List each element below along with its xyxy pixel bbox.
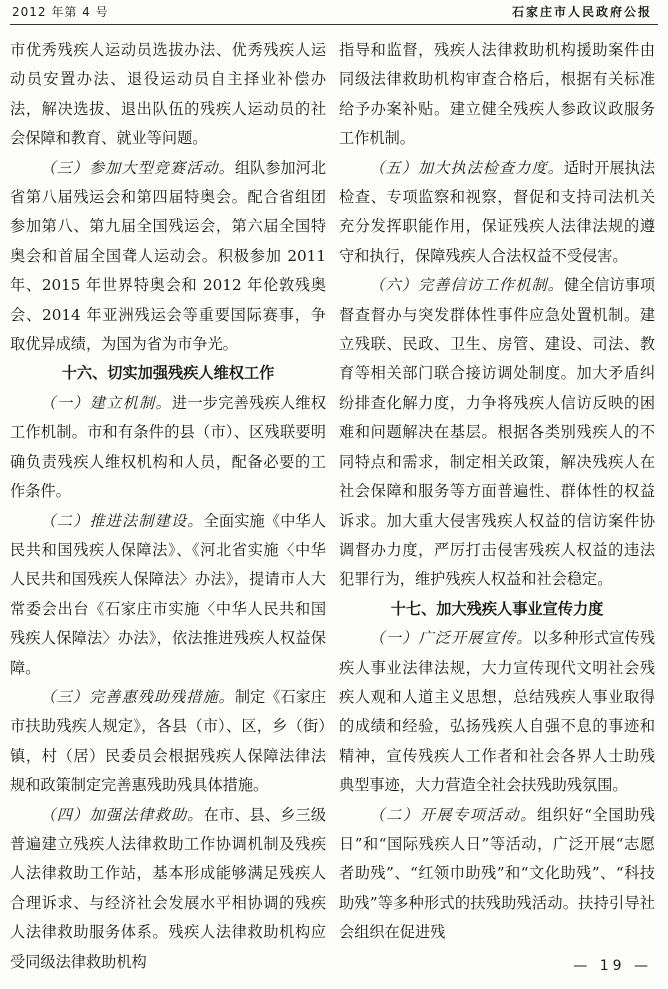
- paragraph: [10, 154, 326, 360]
- item-heading: （三）参加大型竞赛活动。: [40, 158, 235, 177]
- item-text: 进一步完善残疾人维权工作机制。市和有条件的县（市）、区残联要明确负责残疾人维权机构和人员，配备必要的工作条件。: [10, 393, 327, 501]
- issue-label: 2012 年第 4 号: [12, 5, 109, 19]
- paragraph: [10, 507, 326, 683]
- item-text: 在市、县、乡三级普遍建立残疾人法律救助工作协调机制及残疾人法律救助工作站，基本形成能够满足残疾人合理诉求、与经济社会发展水平相协调的残疾人法律救助服务体系。残疾人法律救助机构应受同级法律救助机构: [10, 805, 327, 971]
- item-text: 组队参加河北省第八届残运会和第四届特奥会。配合省组团参加第八、第九届全国残运会，第六届全国特奥会和首届全国聋人运动会。积极参加 2011 年、2015 年世界特奥会和 2012 年伦敦残奥会、2014 年亚洲残运会等重要国际赛事，争取优异成绩，为国为省为市争光。: [10, 158, 327, 354]
- section-heading: 十七、加大残疾人事业宣传力度: [390, 599, 604, 618]
- item-heading: （一）建立机制。: [40, 393, 172, 412]
- page-header: [10, 0, 658, 25]
- item-text: 健全信访事项督查督办与突发群体性事件应急处置机制。建立残联、民政、卫生、房管、建设、司法、教育等相关部门联合接访调处制度。加大矛盾纠纷排查化解力度，力争将残疾人信访反映的困难和问题解决在基层。根据各类别残疾人的不同特点和需求，制定相关政策，解决残疾人在社会保障和服务等方面普遍性、群体性的权益诉求。加大重大侵害残疾人权益的信访案件协调督办力度，严厉打击侵害残疾人权益的违法犯罪行为，维护残疾人权益和社会稳定。: [339, 276, 656, 589]
- item-heading: （三）完善惠残助残措施。: [40, 687, 235, 706]
- item-heading: （四）加强法律救助。: [40, 805, 204, 824]
- paragraph: [10, 683, 326, 801]
- item-heading: （五）加大执法检查力度。: [369, 158, 564, 177]
- section-heading: 十六、切实加强残疾人维权工作: [61, 364, 275, 383]
- paragraph: [339, 624, 655, 800]
- item-text: 以多种形式宣传残疾人事业法律法规，大力宣传现代文明社会残疾人观和人道主义思想，总结残疾人事业取得的成绩和经验，弘扬残疾人自强不息的事迹和精神，宣传残疾人工作者和社会各界人士助残典型事迹，大力营造全社会扶残助残氛围。: [339, 629, 656, 795]
- left-column: [10, 36, 326, 977]
- item-heading: （六）完善信访工作机制。: [369, 276, 564, 295]
- item-heading: （一）广泛开展宣传。: [369, 629, 533, 648]
- item-text: 全面实施《中华人民共和国残疾人保障法》、《河北省实施〈中华人民共和国残疾人保障法〉办法》，提请市人大常委会出台《石家庄市实施〈中华人民共和国残疾人保障法〉办法》，依法推进残疾人权益保障。: [10, 511, 327, 677]
- item-heading: （二）推进法制建设。: [40, 511, 204, 530]
- page-number: — 19 —: [573, 958, 652, 974]
- publication-title: 石家庄市人民政府公报: [511, 5, 652, 19]
- paragraph: [10, 801, 326, 977]
- paragraph: 指导和监督，残疾人法律救助机构援助案件由同级法律救助机构审查合格后，根据有关标准给予办案补贴。建立健全残疾人参政议政服务工作机制。: [339, 41, 655, 148]
- item-text: 制定《石家庄市扶助残疾人规定》，各县（市）、区，乡（街）镇，村（居）民委员会根据残疾人保障法律法规和政策制定完善惠残助残具体措施。: [10, 687, 327, 795]
- right-column: [339, 36, 655, 948]
- item-text: 组织好“全国助残日”和“国际残疾人日”等活动，广泛开展“志愿者助残”、“红领巾助残”和“文化助残”、“科技助残”等多种形式的扶残助残活动。扶持引导社会组织在促进残: [339, 805, 656, 942]
- paragraph: [339, 801, 655, 948]
- paragraph: [339, 154, 655, 272]
- item-heading: （二）开展专项活动。: [369, 805, 537, 824]
- paragraph: [339, 271, 655, 594]
- paragraph: 市优秀残疾人运动员选拔办法、优秀残疾人运动员安置办法、退役运动员自主择业补偿办法，解决选拔、退出队伍的残疾人运动员的社会保障和教育、就业等问题。: [10, 41, 326, 148]
- paragraph: [10, 389, 326, 507]
- item-text: 适时开展执法检查、专项监察和视察，督促和支持司法机关充分发挥职能作用，保证残疾人法律法规的遵守和执行，保障残疾人合法权益不受侵害。: [339, 158, 656, 265]
